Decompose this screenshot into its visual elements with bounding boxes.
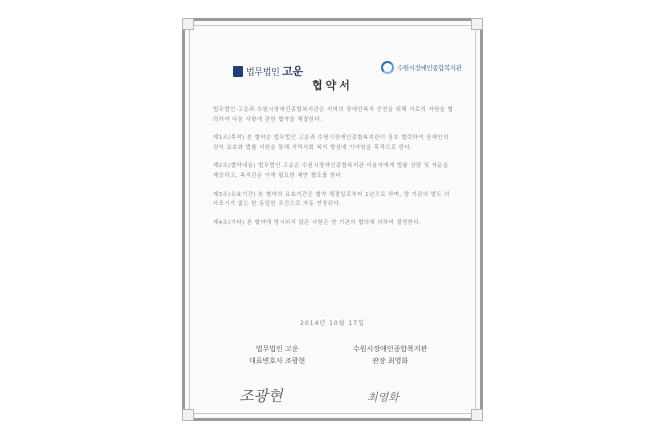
corner-ornament — [182, 18, 194, 30]
welfare-center-logo-icon — [381, 61, 394, 74]
paragraph-article-4: 제4조(기타) 본 협약에 명시되지 않은 사항은 양 기관의 협의에 의하여 결정한다. — [213, 219, 422, 226]
signature-law-firm: 조광현 — [239, 387, 283, 405]
agreement-date: 2014년 10월 17일 — [300, 320, 365, 327]
corner-ornament — [182, 409, 194, 421]
party-welfare-center — [353, 343, 427, 367]
paragraph-article-2: 제2조(협약내용) 법무법인 고운은 수원시장애인종합복지관 이용자에게 법률 상담 및 자문을 제공하고, 복지관은 이에 필요한 제반 협조를 한다. — [213, 163, 449, 179]
corner-ornament — [471, 409, 483, 421]
document-title: 협약서 — [312, 79, 353, 92]
corner-ornament — [471, 18, 483, 30]
welfare-center-logo-name: 수원시장애인종합복지관 — [397, 64, 462, 72]
law-firm-logo-name: 고운 — [282, 65, 303, 78]
signature-welfare-center: 최영화 — [367, 391, 399, 404]
party-law-firm-rep: 대표변호사 조광현 — [249, 357, 306, 365]
welfare-center-logo — [381, 61, 462, 74]
law-firm-logo-icon — [233, 66, 243, 77]
party-welfare-center-rep: 관장 최영화 — [372, 357, 409, 365]
party-law-firm — [249, 343, 305, 367]
law-firm-logo-prefix: 법무법인 — [246, 68, 280, 78]
paragraph-article-1: 제1조(목적) 본 협약은 법무법인 고운과 수원시장애인종합복지관이 상호 협력하여 장애인의 권익 보호와 법률 지원을 통해 지역사회 복지 향상에 기여함을 목적으로 한다. — [213, 135, 449, 151]
paragraph-article-3: 제3조(유효기간) 본 협약의 유효기간은 협약 체결일로부터 1년으로 하며, 양 기관의 별도 의사표시가 없는 한 동일한 조건으로 자동 연장된다. — [213, 191, 450, 208]
paragraph-intro: 법무법인 고운과 수원시장애인종합복지관은 지역의 장애인복지 증진을 위해 서로의 자원을 협력하여 다음 사항에 관한 협약을 체결한다. — [213, 107, 454, 123]
party-law-firm-org: 법무법인 고운 — [255, 345, 299, 353]
party-welfare-center-org: 수원시장애인종합복지관 — [353, 345, 428, 353]
document-frame — [182, 18, 483, 421]
agreement-body — [213, 106, 455, 237]
